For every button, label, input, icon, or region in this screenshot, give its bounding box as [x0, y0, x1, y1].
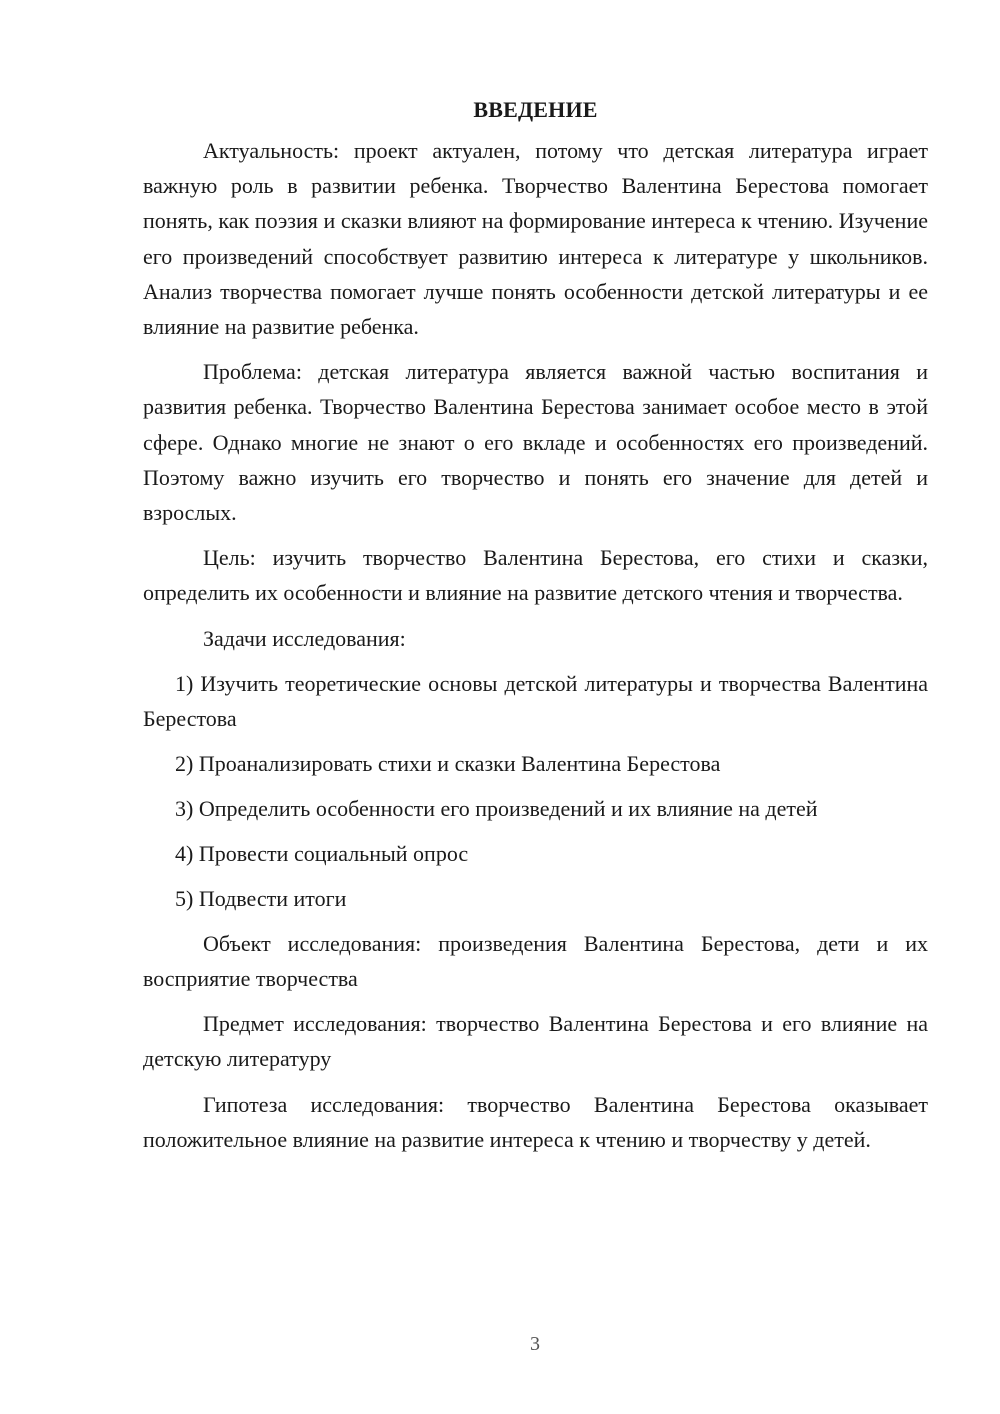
list-item-task-5: 5) Подвести итоги	[175, 885, 347, 911]
list-item-task-3: 3) Определить особенности его произведений и их влияние на детей	[175, 795, 818, 821]
list-item-task-2: 2) Проанализировать стихи и сказки Валентина Берестова	[175, 750, 721, 776]
document-page	[143, 92, 928, 1167]
paragraph-relevance: Актуальность: проект актуален, потому что детская литература играет важную роль в развитии ребенка. Творчество Валентина Берестова помогает понять, как поэзия и сказки влияют на формирование интереса к чтению. Изучение его произведений способствует развитию интереса к литературе у школьников. Анализ творчества помогает лучше понять особенности детской литературы и ее влияние на развитие ребенка.	[143, 138, 928, 340]
paragraph-hypothesis: Гипотеза исследования: творчество Валентина Берестова оказывает положительное влияние на развитие интереса к чтению и творчеству у детей.	[143, 1091, 928, 1152]
paragraph-problem: Проблема: детская литература является важной частью воспитания и развития ребенка. Творчество Валентина Берестова занимает особое место в этой сфере. Однако многие не знают о его вкладе и особенностях его произведений. Поэтому важно изучить его творчество и понять его значение для детей и взрослых.	[143, 359, 928, 526]
tasks-heading: Задачи исследования:	[203, 625, 406, 651]
paragraph-goal: Цель: изучить творчество Валентина Берестова, его стихи и сказки, определить их особенности и влияние на развитие детского чтения и творчества.	[143, 545, 928, 606]
section-title: ВВЕДЕНИЕ	[473, 97, 598, 122]
list-item-task-1: 1) Изучить теоретические основы детской литературы и творчества Валентина Берестова	[143, 670, 928, 731]
page-number: 3	[530, 1333, 540, 1355]
list-item-task-4: 4) Провести социальный опрос	[175, 840, 469, 866]
paragraph-subject: Предмет исследования: творчество Валентина Берестова и его влияние на детскую литературу	[143, 1011, 928, 1072]
paragraph-object: Объект исследования: произведения Валентина Берестова, дети и их восприятие творчества	[143, 930, 928, 992]
